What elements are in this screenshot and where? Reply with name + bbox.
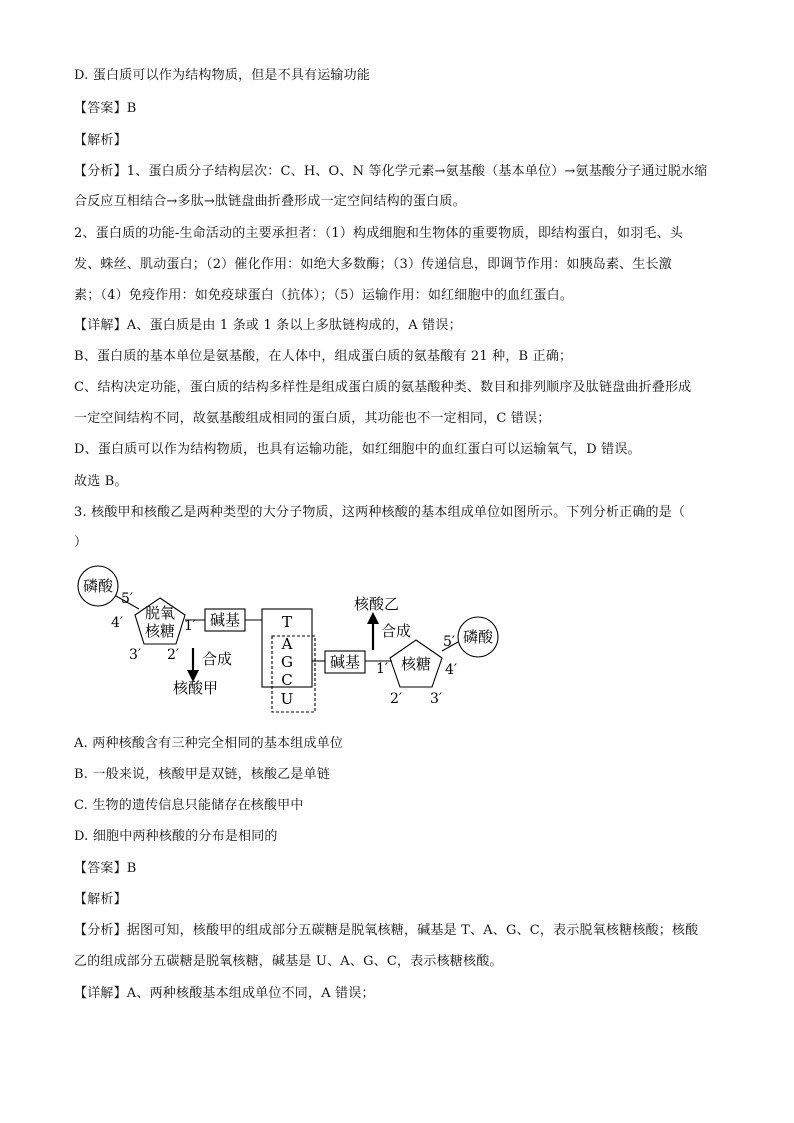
q2-xiangjie-line: D、蛋白质可以作为结构物质，也具有运输功能，如红细胞中的血红蛋白可以运输氧气，D 错误。	[74, 442, 641, 457]
phosphate-left-label: 磷酸	[82, 577, 114, 595]
q3-stem: 3. 核酸甲和核酸乙是两种类型的大分子物质，这两种核酸的基本组成单位如图所示。下列分析正确的是（	[74, 505, 686, 520]
base-u-label: U	[280, 690, 294, 708]
carbon-label: 1′	[376, 661, 389, 677]
q3-option-c: C. 生物的遗传信息只能储存在核酸甲中	[74, 798, 304, 813]
q2-conclusion: 故选 B。	[74, 474, 128, 489]
synth-label-left: 合成	[202, 650, 233, 668]
q3-fenxi-line: 【分析】据图可知，核酸甲的组成部分五碳糖是脱氧核糖，碱基是 T、A、G、C，表示脱氧核糖核酸；核酸	[74, 923, 699, 938]
q2-fenxi-line: 合反应互相结合→多肽→肽链盘曲折叠形成一定空间结构的蛋白质。	[74, 194, 466, 209]
q2-fenxi-line: 素；（4）免疫作用：如免疫球蛋白（抗体）；（5）运输作用：如红细胞中的血红蛋白。	[74, 288, 574, 303]
q3-stem-paren: ）	[74, 535, 88, 550]
carbon-label: 5′	[443, 634, 456, 650]
q2-xiangjie-line: 【详解】A、蛋白质是由 1 条或 1 条以上多肽链构成的，A 错误；	[74, 318, 462, 333]
carbon-label: 2′	[167, 647, 180, 663]
q3-fenxi-line: 乙的组成部分五碳糖是脱氧核糖，碱基是 U、A、G、C，表示核糖核酸。	[74, 954, 503, 969]
q2-fenxi-line: 2、蛋白质的功能-生命活动的主要承担者：（1）构成细胞和生物体的重要物质，即结构蛋白，如羽毛、头	[74, 226, 684, 241]
synth-label-right: 合成	[381, 622, 412, 640]
carbon-label: 3′	[430, 691, 443, 707]
q3-option-b: B. 一般来说，核酸甲是双链，核酸乙是单链	[74, 767, 331, 782]
sugar-right-label: 核糖	[400, 655, 432, 673]
carbon-label: 1′	[184, 618, 197, 634]
phosphate-right-label: 磷酸	[462, 628, 494, 646]
base-c-label: C	[281, 671, 293, 689]
carbon-label: 2′	[390, 691, 403, 707]
nucleotide-diagram	[0, 560, 794, 720]
carbon-label: 4′	[111, 615, 124, 631]
base-box-left-label: 碱基	[209, 611, 241, 629]
q2-xiangjie-line: C、结构决定功能，蛋白质的结构多样性是组成蛋白质的氨基酸种类、数目和排列顺序及肽链盘曲折叠形成	[74, 380, 692, 395]
q2-fenxi-line: 发、蛛丝、肌动蛋白；（2）催化作用：如绝大多数酶；（3）传递信息，即调节作用：如胰岛素、生长激	[74, 257, 672, 272]
q3-xiangjie-line: 【详解】A、两种核酸基本组成单位不同，A 错误；	[74, 986, 375, 1001]
q2-fenxi-line: 【分析】1、蛋白质分子结构层次：C、H、O、N 等化学元素→氨基酸（基本单位）→氨基酸分子通过脱水缩	[74, 164, 708, 179]
q2-xiangjie-line: B、蛋白质的基本单位是氨基酸，在人体中，组成蛋白质的氨基酸有 21 种，B 正确；	[74, 349, 573, 364]
q2-answer: 【答案】B	[74, 101, 137, 116]
rna-bases-box	[272, 636, 315, 712]
q3-analysis-heading: 【解析】	[74, 892, 127, 907]
base-g-label: G	[281, 653, 293, 671]
q3-option-d: D. 细胞中两种核酸的分布是相同的	[74, 829, 278, 844]
q2-option-d: D. 蛋白质可以作为结构物质，但是不具有运输功能	[74, 68, 371, 83]
q2-xiangjie-line: 一定空间结构不同，故氨基酸组成相同的蛋白质，其功能也不一定相同，C 错误；	[74, 411, 551, 426]
product-right-label: 核酸乙	[354, 595, 400, 613]
base-box-right-label: 碱基	[329, 653, 361, 671]
carbon-label: 4′	[445, 662, 458, 678]
q2-analysis-heading: 【解析】	[74, 133, 127, 148]
q3-answer: 【答案】B	[74, 861, 137, 876]
base-a-label: A	[281, 635, 293, 653]
q3-option-a: A. 两种核酸含有三种完全相同的基本组成单位	[74, 736, 344, 751]
carbon-label: 5′	[121, 591, 134, 607]
product-left-label: 核酸甲	[173, 679, 219, 697]
arrow-up-head	[367, 612, 379, 624]
base-t-label: T	[281, 613, 293, 631]
sugar-left-label-1: 脱氧	[144, 604, 176, 622]
sugar-left-label-2: 核糖	[144, 622, 176, 640]
carbon-label: 3′	[129, 647, 142, 663]
